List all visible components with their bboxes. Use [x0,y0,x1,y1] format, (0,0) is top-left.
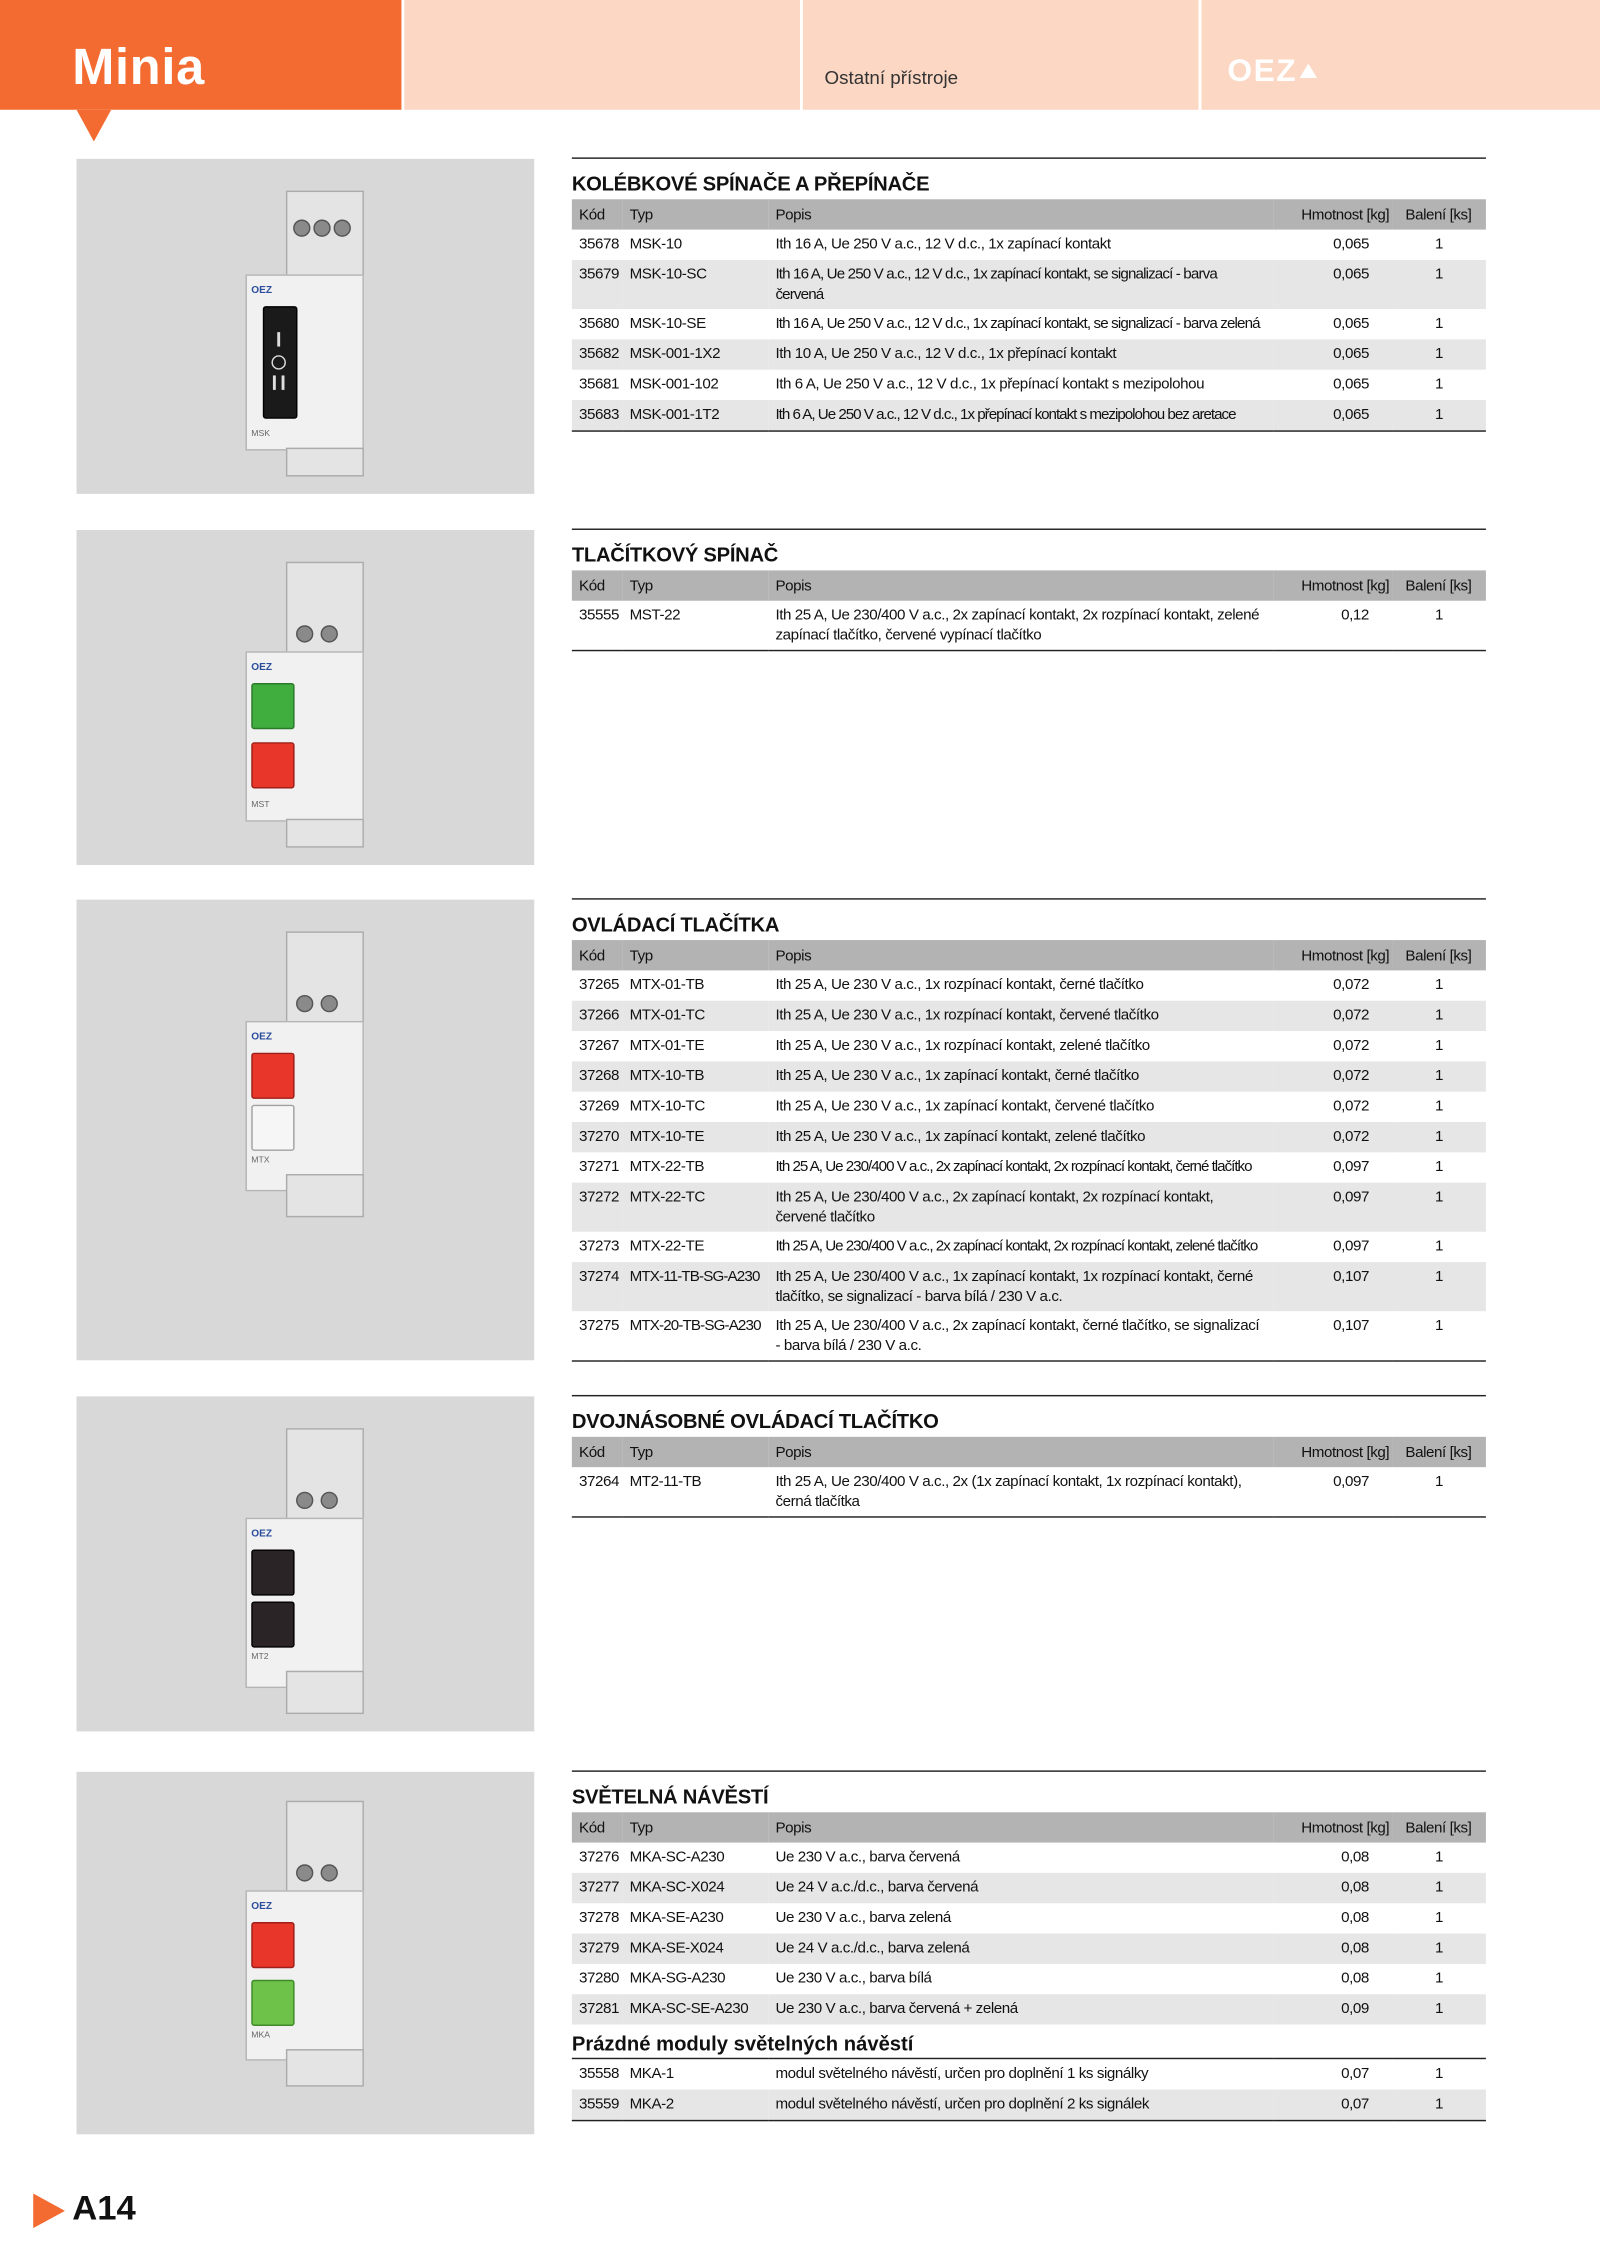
cell-baleni: 1 [1434,375,1443,393]
table-row [572,1232,1486,1262]
cell-typ: MT2-11-TB [629,1472,702,1491]
cell-kod: Kód [572,1437,623,1467]
cell-popis: Ith 25 A, Ue 230 V a.c., 1x rozpínací kontakt, zelené tlačítko [775,1036,1150,1055]
cell-kod: 37269 [579,1097,620,1115]
table-header-row [572,1437,1486,1467]
table-row [572,1001,1486,1031]
cell-typ: MTX-22-TB [629,1158,705,1176]
table-row [572,230,1486,260]
cell-baleni: Balení [ks] [1392,1437,1486,1467]
cell-popis: Popis [768,1437,1273,1467]
brand-pointer [77,110,112,142]
cell-kod: 35678 [579,235,620,253]
section-title-mst: TLAČÍTKOVÝ SPÍNAČ [571,542,779,567]
cell-baleni: 1 [1434,976,1443,994]
cell-popis: Ith 16 A, Ue 250 V a.c., 12 V d.c., 1x zapínací kontakt [775,235,1111,253]
cell-kod: 35559 [572,2090,623,2121]
cell-kod: 37278 [579,1909,620,1927]
cell-typ: MKA-SC-A230 [629,1848,725,1866]
table-row [572,2058,1486,2089]
cell-typ: MKA-SC-SE-A230 [622,1994,768,2024]
cell-hmotnost: Hmotnost [kg] [1274,1437,1392,1467]
cell-popis: Ith 25 A, Ue 230/400 V a.c., 2x zapínací kontakt, 2x rozpínací kontakt, zelené zapínací tlačítko, červené vypínací tlačítko [775,606,1260,645]
cell-popis: Popis [768,940,1273,970]
cell-typ: Typ [622,1437,768,1467]
table-row [572,260,1486,309]
table-row [572,2090,1486,2121]
cell-kod: 37272 [572,1183,623,1232]
cell-popis: Ith 25 A, Ue 230 V a.c., 1x zapínací kontakt, černé tlačítko [768,1061,1273,1091]
cell-baleni: 1 [1434,314,1443,333]
cell-hmotnost: 0,097 [1333,1158,1369,1176]
cell-typ: MTX-10-TE [622,1122,768,1152]
cell-popis: Ue 230 V a.c., barva červená [775,1848,960,1866]
table-row [572,1061,1486,1091]
table-mt2 [572,1437,1486,1518]
cell-hmotnost: 0,065 [1274,339,1392,369]
section-push-switch [572,529,1486,652]
cell-hmotnost: Hmotnost [kg] [1274,1812,1392,1842]
cell-baleni: 1 [1392,1934,1486,1964]
cell-kod: 37271 [579,1158,620,1176]
oez-logo-text: OEZ [1227,51,1298,89]
table-row [572,1467,1486,1517]
cell-typ: MTX-10-TC [629,1097,705,1115]
brand-header [0,0,401,110]
cell-hmotnost: Hmotnost [kg] [1274,940,1392,970]
cell-device_label: MT2 [251,1653,269,1663]
cell-kod: 35682 [572,339,623,369]
cell-baleni: Balení [ks] [1392,1812,1486,1842]
cell-hmotnost: 0,065 [1333,375,1369,393]
cell-hmotnost: 0,065 [1274,400,1392,431]
cell-popis: Ith 25 A, Ue 230/400 V a.c., 2x zapínací kontakt, 2x rozpínací kontakt, černé tlačítko [775,1158,1252,1176]
cell-kod: 37276 [579,1848,620,1866]
col-hmotnost: Hmotnost [kg] [1274,199,1392,229]
cell-popis: Ue 230 V a.c., barva zelená [775,1909,951,1927]
section-rocker-switches [572,157,1486,431]
cell-hmotnost: 0,072 [1333,1036,1369,1055]
cell-hmotnost: 0,09 [1274,1994,1392,2024]
cell-kod: 35680 [579,314,620,333]
cell-baleni: Balení [ks] [1392,940,1486,970]
table-row [572,1183,1486,1232]
cell-hmotnost: 0,08 [1341,1969,1369,1987]
table-msk [572,199,1486,431]
cell-hmotnost: 0,065 [1333,235,1369,253]
section-double-button [572,1395,1486,1518]
cell-baleni: 1 [1392,1061,1486,1091]
cell-kod: 37277 [572,1873,623,1903]
cell-kod: 35683 [572,400,623,431]
table-row [572,601,1486,651]
table-row [572,309,1486,339]
cell-typ: MKA-2 [622,2090,768,2121]
product-image-mtx: OEZ MTX [77,900,535,1361]
cell-typ: MTX-11-TB-SG-A230 [622,1262,768,1311]
cell-hmotnost: 0,097 [1333,1237,1369,1255]
logo-header [1201,0,1600,110]
cell-kod: 37264 [579,1472,620,1491]
cell-typ: MTX-10-TB [622,1061,768,1091]
cell-hmotnost: 0,072 [1274,1122,1392,1152]
col-typ: Typ [622,199,768,229]
section-title-mtx: OVLÁDACÍ TLAČÍTKA [571,912,780,936]
table-row [572,1903,1486,1933]
cell-baleni: 1 [1392,1262,1486,1311]
cell-popis: Ith 25 A, Ue 230 V a.c., 1x zapínací kontakt, červené tlačítko [775,1097,1155,1115]
cell-device_label: MKA [251,2031,271,2041]
cell-baleni: 1 [1392,260,1486,309]
cell-typ: MKA-SE-X024 [622,1934,768,1964]
cell-baleni: 1 [1434,1036,1443,1055]
cell-kod: Kód [572,570,623,600]
cell-popis: Ith 25 A, Ue 230/400 V a.c., 2x zapínací kontakt, 2x rozpínací kontakt, červené tlačítko [768,1183,1273,1232]
brand-title: Minia [72,38,205,96]
cell-popis: Ith 25 A, Ue 230/400 V a.c., 2x zapínací kontakt, černé tlačítko, se signalizací - barva bílá / 230 V a.c. [775,1316,1260,1355]
table-mka [572,1812,1486,2024]
cell-hmotnost: 0,08 [1274,1934,1392,1964]
cell-typ: MTX-22-TC [622,1183,768,1232]
cell-typ: MTX-22-TE [629,1237,705,1255]
cell-typ: MSK-10 [629,235,682,253]
section-signal-lamps [572,1770,1486,2121]
table-row [572,339,1486,369]
cell-baleni: 1 [1434,1097,1443,1115]
cell-device_label: MST [251,801,270,811]
cell-popis: Ith 25 A, Ue 230/400 V a.c., 2x (1x zapínací kontakt, 1x rozpínací kontakt), černá tlačítka [775,1472,1242,1511]
cell-typ: MKA-SC-X024 [622,1873,768,1903]
cell-device_label: MSK [251,430,271,439]
cell-hmotnost: 0,072 [1274,1001,1392,1031]
table-row [572,370,1486,400]
section-title-msk: KOLÉBKOVÉ SPÍNAČE A PŘEPÍNAČE [571,171,930,195]
cell-kod: 35555 [579,606,620,624]
cell-hmotnost: 0,072 [1274,1061,1392,1091]
cell-popis: Ith 6 A, Ue 250 V a.c., 12 V d.c., 1x přepínací kontakt s mezipolohou bez aretace [768,400,1273,431]
cell-popis: Popis [768,570,1273,600]
cell-baleni: 1 [1434,1909,1443,1927]
cell-baleni: Balení [ks] [1392,570,1486,600]
cell-hmotnost: 0,107 [1274,1262,1392,1311]
cell-hmotnost: 0,07 [1274,2090,1392,2121]
page-number: A14 [72,2189,136,2229]
logo-triangle-icon [1300,64,1317,78]
table-header-row [572,570,1486,600]
cell-popis: Ith 25 A, Ue 230/400 V a.c., 1x zapínací kontakt, 1x rozpínací kontakt, černé tlačítko, se signalizací - barva bílá / 230 V a.c. [768,1262,1273,1311]
cell-kod: 37275 [579,1316,620,1335]
cell-device_label: MTX [251,1156,270,1166]
table-row [572,1122,1486,1152]
cell-kod: 37274 [572,1262,623,1311]
col-popis: Popis [768,199,1273,229]
cell-kod: 37265 [579,976,620,994]
cell-typ: MSK-001-1T2 [622,400,768,431]
cell-baleni: 1 [1392,339,1486,369]
cell-popis: Ith 25 A, Ue 230 V a.c., 1x rozpínací kontakt, černé tlačítko [775,976,1144,994]
cell-hmotnost: 0,065 [1333,314,1369,333]
cell-popis: Ith 16 A, Ue 250 V a.c., 12 V d.c., 1x zapínací kontakt, se signalizací - barva zelená [775,314,1260,333]
table-row [572,400,1486,431]
product-image-mt2: OEZ MT2 [77,1396,535,1731]
cell-popis: modul světelného návěstí, určen pro doplnění 2 ks signálek [768,2090,1273,2121]
subsection-title-empty-modules: Prázdné moduly světelných návěstí [571,2031,914,2055]
cell-typ: Typ [622,940,768,970]
cell-baleni: 1 [1434,1472,1443,1491]
cell-baleni: 1 [1434,1158,1443,1176]
cell-hmotnost: 0,08 [1341,1909,1369,1927]
cell-typ: MTX-01-TE [629,1036,705,1055]
cell-typ: MST-22 [629,606,681,624]
cell-kod: Kód [572,940,623,970]
cell-hmotnost: 0,08 [1274,1873,1392,1903]
section-title-mt2: DVOJNÁSOBNÉ OVLÁDACÍ TLAČÍTKO [571,1409,939,1433]
cell-baleni: 1 [1434,2064,1443,2083]
col-baleni: Balení [ks] [1392,199,1486,229]
section-title-mka: SVĚTELNÁ NÁVĚSTÍ [571,1784,769,1808]
table-row [572,970,1486,1000]
oez-logo [1227,52,1317,90]
cell-hmotnost: Hmotnost [kg] [1274,570,1392,600]
cell-kod: 37266 [572,1001,623,1031]
cell-kod: 37279 [572,1934,623,1964]
product-image-mst: OEZ MST [77,530,535,865]
cell-popis: Ith 25 A, Ue 230 V a.c., 1x rozpínací kontakt, červené tlačítko [768,1001,1273,1031]
cell-popis: Ith 16 A, Ue 250 V a.c., 12 V d.c., 1x zapínací kontakt, se signalizací - barva červená [768,260,1273,309]
section-control-buttons [572,898,1486,1362]
table-row [572,1262,1486,1311]
section-title: Ostatní přístroje [824,66,959,89]
table-row [572,1031,1486,1061]
cell-popis: Ue 24 V a.c./d.c., barva zelená [768,1934,1273,1964]
table-row [572,1934,1486,1964]
cell-popis: Ue 230 V a.c., barva červená + zelená [768,1994,1273,2024]
cell-typ: MSK-10-SC [622,260,768,309]
cell-typ: MTX-01-TC [622,1001,768,1031]
product-image-msk: OEZ MSK [77,159,535,494]
cell-hmotnost: 0,072 [1333,976,1369,994]
cell-popis: Ith 10 A, Ue 250 V a.c., 12 V d.c., 1x přepínací kontakt [768,339,1273,369]
col-kod: Kód [572,199,623,229]
cell-baleni: 1 [1434,606,1443,624]
cell-kod: Kód [572,1812,623,1842]
table-row [572,1994,1486,2024]
cell-baleni: 1 [1392,1122,1486,1152]
cell-typ: MTX-01-TB [629,976,705,994]
cell-kod: 37268 [572,1061,623,1091]
table-header-row [572,1812,1486,1842]
section-header [803,0,1199,110]
cell-kod: 37280 [579,1969,620,1987]
cell-hmotnost: 0,107 [1333,1316,1369,1335]
table-mka-empty [572,2058,1486,2122]
cell-hmotnost: 0,097 [1274,1183,1392,1232]
cell-popis: Ue 24 V a.c./d.c., barva červená [768,1873,1273,1903]
page-number-arrow-icon [33,2193,65,2228]
cell-popis: Ue 230 V a.c., barva bílá [775,1969,932,1987]
cell-popis: modul světelného návěstí, určen pro doplnění 1 ks signálky [775,2064,1149,2083]
cell-hmotnost: 0,097 [1333,1472,1369,1491]
cell-typ: MSK-001-1X2 [622,339,768,369]
table-row [572,1873,1486,1903]
cell-typ: MSK-001-102 [629,375,719,393]
cell-baleni: 1 [1434,1316,1443,1335]
cell-baleni: 1 [1392,2090,1486,2121]
cell-baleni: 1 [1392,1183,1486,1232]
table-header-row [572,940,1486,970]
cell-kod: 37267 [579,1036,620,1055]
cell-popis: Ith 25 A, Ue 230/400 V a.c., 2x zapínací kontakt, 2x rozpínací kontakt, zelené tlačítko [775,1237,1258,1255]
cell-popis: Ith 25 A, Ue 230 V a.c., 1x zapínací kontakt, zelené tlačítko [768,1122,1273,1152]
cell-kod: 37273 [579,1237,620,1255]
cell-baleni: 1 [1392,1994,1486,2024]
cell-hmotnost: 0,12 [1341,606,1369,624]
header-spacer [404,0,800,110]
cell-typ: MKA-1 [629,2064,674,2083]
table-row [572,1092,1486,1122]
cell-typ: MKA-SE-A230 [629,1909,724,1927]
cell-baleni: 1 [1392,1873,1486,1903]
table-mst [572,570,1486,651]
cell-hmotnost: 0,072 [1333,1097,1369,1115]
cell-kod: 37270 [572,1122,623,1152]
cell-hmotnost: 0,08 [1341,1848,1369,1866]
cell-popis: Ith 6 A, Ue 250 V a.c., 12 V d.c., 1x přepínací kontakt s mezipolohou [775,375,1205,393]
cell-baleni: 1 [1434,1969,1443,1987]
cell-kod: 35679 [572,260,623,309]
cell-kod: 37281 [572,1994,623,2024]
product-image-mka: OEZ MKA [77,1772,535,2134]
cell-typ: Typ [622,570,768,600]
cell-kod: 35558 [579,2064,620,2083]
table-row [572,1964,1486,1994]
table-header-row [572,199,1486,229]
cell-baleni: 1 [1434,235,1443,253]
cell-baleni: 1 [1392,400,1486,431]
cell-kod: 35681 [579,375,620,393]
cell-hmotnost: 0,07 [1341,2064,1369,2083]
table-row [572,1311,1486,1361]
cell-typ: MKA-SG-A230 [629,1969,726,1987]
cell-baleni: 1 [1434,1237,1443,1255]
cell-typ: MSK-10-SE [629,314,706,333]
cell-baleni: 1 [1434,1848,1443,1866]
cell-hmotnost: 0,065 [1274,260,1392,309]
cell-typ: MTX-20-TB-SG-A230 [629,1316,761,1335]
cell-baleni: 1 [1392,1001,1486,1031]
table-row [572,1843,1486,1873]
cell-typ: Typ [622,1812,768,1842]
table-mtx [572,940,1486,1362]
table-row [572,1152,1486,1182]
cell-popis: Popis [768,1812,1273,1842]
